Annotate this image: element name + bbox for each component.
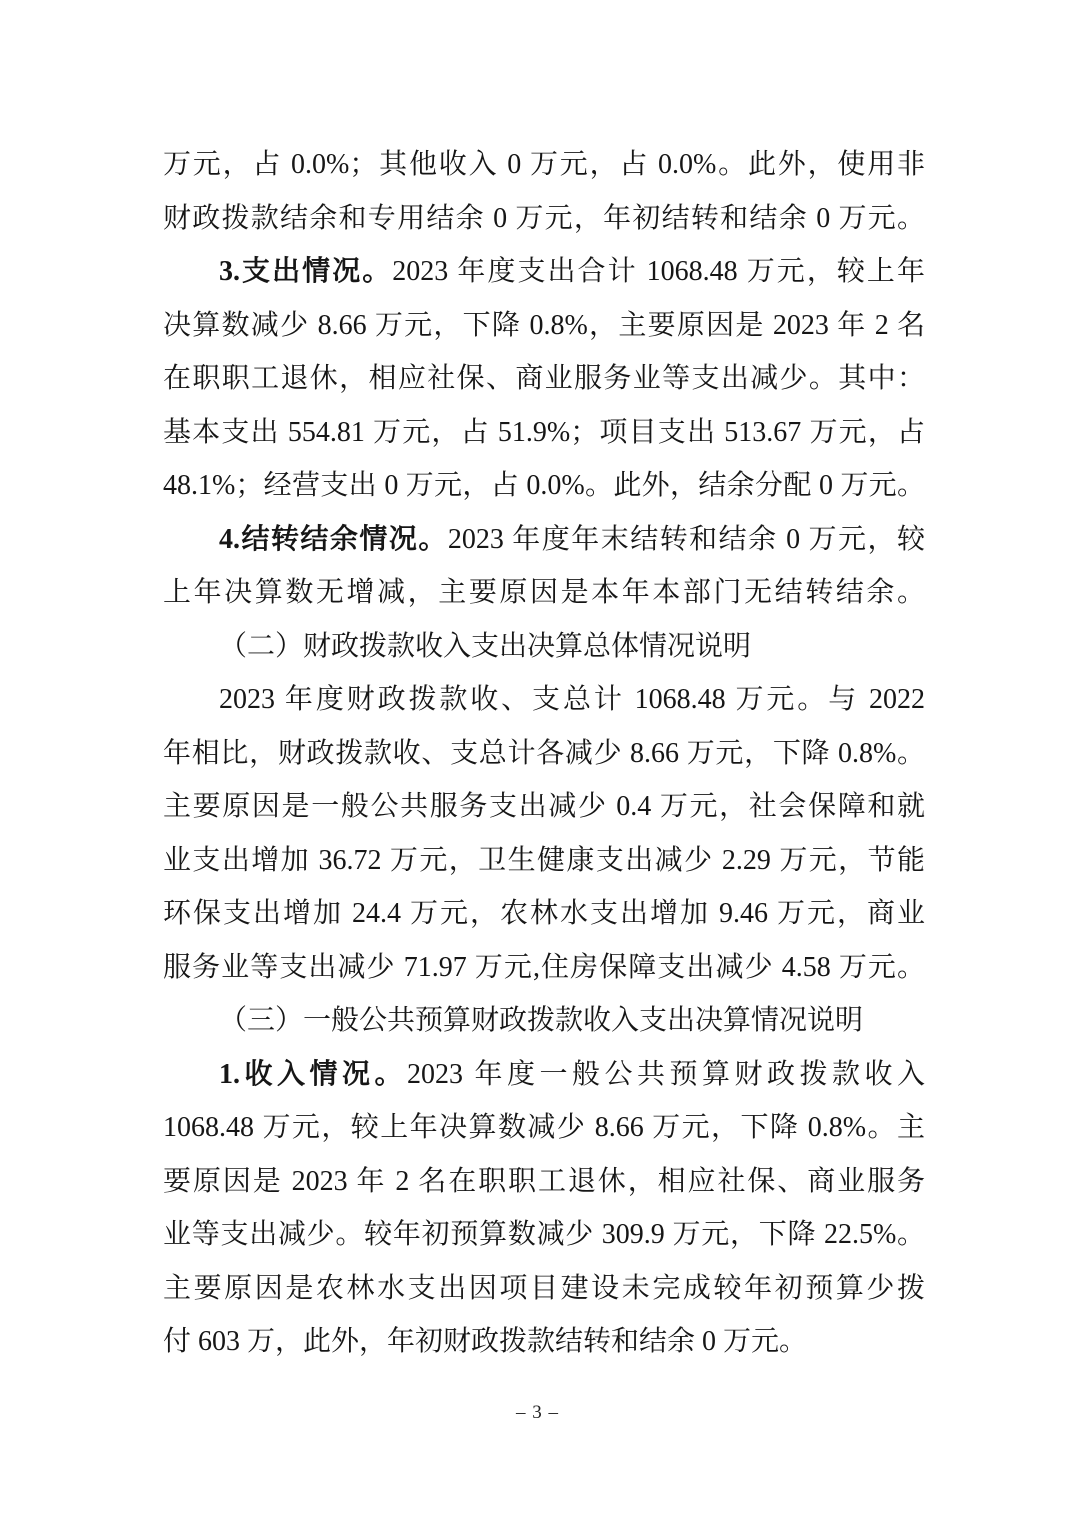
body-text: 要原因是 2023 年 2 名在职职工退休，相应社保、商业服务 (163, 1165, 925, 1197)
body-text: 1068.48 万元，较上年决算数减少 8.66 万元，下降 0.8%。主 (163, 1112, 925, 1143)
text-line (163, 887, 925, 941)
body-text: 年相比，财政拨款收、支总计各减少 8.66 万元，下降 0.8%。 (163, 737, 925, 769)
body-text: 48.1%；经营支出 0 万元，占 0.0%。此外，结余分配 0 万元。 (163, 470, 925, 501)
body-text: 2023 年度财政拨款收、支总计 1068.48 万元。与 2022 (219, 684, 925, 715)
text-line (163, 1155, 925, 1209)
body-text: 服务业等支出减少 71.97 万元,住房保障支出减少 4.58 万元。 (163, 951, 925, 983)
body-text: 上年决算数无增减，主要原因是本年本部门无结转结余。 (163, 577, 925, 608)
body-text: 业等支出减少。较年初预算数减少 309.9 万元，下降 22.5%。 (163, 1219, 925, 1250)
document-body (163, 138, 925, 1369)
body-text: 2023 年度年末结转和结余 0 万元，较 (447, 523, 925, 555)
body-text: 付 603 万，此外，年初财政拨款结转和结余 0 万元。 (163, 1326, 808, 1357)
body-text: 基本支出 554.81 万元，占 51.9%；项目支出 513.67 万元，占 (163, 416, 925, 448)
text-line (163, 459, 925, 513)
text-line (163, 1101, 925, 1155)
body-text: 业支出增加 36.72 万元，卫生健康支出减少 2.29 万元，节能 (163, 844, 925, 876)
body-text: 财政拨款结余和专用结余 0 万元，年初结转和结余 0 万元。 (163, 202, 925, 234)
text-line (163, 192, 925, 246)
body-text: 主要原因是农林水支出因项目建设未完成较年初预算少拨 (163, 1272, 925, 1304)
body-text: 环保支出增加 24.4 万元，农林水支出增加 9.46 万元，商业 (163, 898, 925, 929)
body-text: （二）财政拨款收入支出决算总体情况说明 (219, 630, 752, 662)
text-line (163, 1315, 925, 1369)
heading-line (163, 994, 925, 1048)
text-line (163, 780, 925, 834)
page-number: – 3 – (516, 1402, 559, 1423)
text-line (163, 1208, 925, 1262)
text-line (163, 727, 925, 781)
body-text: 万元，占 0.0%；其他收入 0 万元，占 0.0%。此外，使用非 (163, 149, 925, 180)
text-line (163, 1048, 925, 1102)
text-line (163, 673, 925, 727)
bold-lead-text: 3.支出情况。 (219, 256, 393, 287)
text-line (163, 245, 925, 299)
body-text: 决算数减少 8.66 万元，下降 0.8%，主要原因是 2023 年 2 名 (163, 309, 925, 341)
heading-line (163, 620, 925, 674)
body-text: 在职职工退休，相应社保、商业服务业等支出减少。其中： (163, 363, 925, 394)
text-line (163, 299, 925, 353)
text-line (163, 941, 925, 995)
body-text: 主要原因是一般公共服务支出减少 0.4 万元，社会保障和就 (163, 791, 925, 822)
body-text: 2023 年度支出合计 1068.48 万元，较上年 (392, 256, 925, 287)
bold-lead-text: 1.收入情况。 (219, 1058, 407, 1090)
bold-lead-text: 4.结转结余情况。 (219, 523, 448, 555)
body-text: （三）一般公共预算财政拨款收入支出决算情况说明 (219, 1005, 864, 1036)
text-line (163, 834, 925, 888)
text-line (163, 566, 925, 620)
body-text: 2023 年度一般公共预算财政拨款收入 (407, 1058, 925, 1090)
text-line (163, 406, 925, 460)
text-line (163, 352, 925, 406)
text-line (163, 138, 925, 192)
text-line (163, 513, 925, 567)
text-line (163, 1262, 925, 1316)
